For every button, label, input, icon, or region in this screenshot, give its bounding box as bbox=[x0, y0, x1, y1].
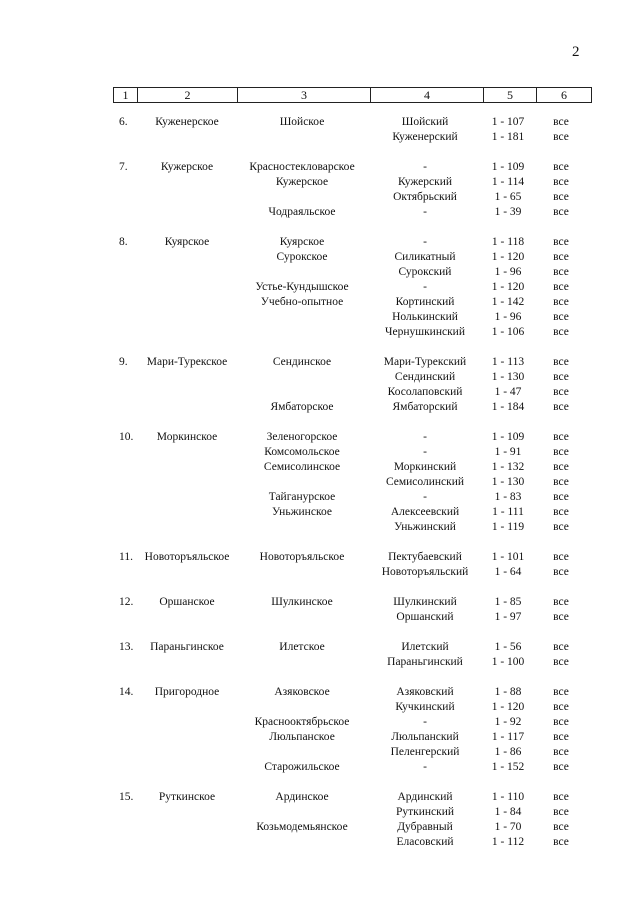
row-group bbox=[0, 685, 640, 775]
house-range: 1 - 120 bbox=[491, 251, 525, 263]
category-value: все bbox=[553, 446, 569, 458]
section-name: - bbox=[423, 206, 427, 218]
house-range: 1 - 117 bbox=[491, 731, 525, 743]
column-header: 2 bbox=[138, 88, 238, 103]
row-group bbox=[0, 430, 640, 535]
row-number: 7. bbox=[119, 161, 128, 173]
category-value: все bbox=[553, 131, 569, 143]
table-row bbox=[0, 310, 640, 325]
house-range: 1 - 39 bbox=[494, 206, 522, 218]
house-range: 1 - 96 bbox=[494, 311, 522, 323]
row-group bbox=[0, 595, 640, 625]
house-range: 1 - 142 bbox=[491, 296, 525, 308]
settlement-name: Краснооктябрьское bbox=[254, 716, 350, 728]
category-value: все bbox=[553, 821, 569, 833]
house-range: 1 - 107 bbox=[491, 116, 525, 128]
district-name: Моркинское bbox=[156, 431, 218, 443]
house-range: 1 - 111 bbox=[492, 506, 524, 518]
house-range: 1 - 97 bbox=[494, 611, 522, 623]
category-value: все bbox=[553, 401, 569, 413]
table-row bbox=[0, 640, 640, 655]
house-range: 1 - 130 bbox=[491, 476, 525, 488]
section-name: Новоторъяльский bbox=[381, 566, 469, 578]
house-range: 1 - 114 bbox=[491, 176, 525, 188]
table-row bbox=[0, 490, 640, 505]
house-range: 1 - 119 bbox=[491, 521, 525, 533]
table-row bbox=[0, 355, 640, 370]
category-value: все bbox=[553, 431, 569, 443]
section-name: Ямбаторский bbox=[392, 401, 458, 413]
section-name: Параньгинский bbox=[387, 656, 463, 668]
district-name: Оршанское bbox=[159, 596, 215, 608]
section-name: Уньжинский bbox=[394, 521, 456, 533]
section-name: Алексеевский bbox=[390, 506, 460, 518]
table-row bbox=[0, 565, 640, 580]
column-header-table bbox=[113, 87, 592, 103]
table-row bbox=[0, 730, 640, 745]
house-range: 1 - 91 bbox=[494, 446, 522, 458]
district-name: Параньгинское bbox=[150, 641, 224, 653]
category-value: все bbox=[553, 281, 569, 293]
table-row bbox=[0, 820, 640, 835]
category-value: все bbox=[553, 521, 569, 533]
settlement-name: Шойское bbox=[279, 116, 325, 128]
section-name: Нолькинский bbox=[392, 311, 458, 323]
section-name: Моркинский bbox=[393, 461, 457, 473]
category-value: все bbox=[553, 476, 569, 488]
category-value: все bbox=[553, 356, 569, 368]
column-header: 1 bbox=[114, 88, 138, 103]
row-group bbox=[0, 355, 640, 415]
table-row bbox=[0, 385, 640, 400]
section-name: Пектубаевский bbox=[388, 551, 462, 563]
table-row bbox=[0, 595, 640, 610]
column-header: 4 bbox=[371, 88, 484, 103]
table-row bbox=[0, 805, 640, 820]
section-name: Сурокский bbox=[398, 266, 452, 278]
category-value: все bbox=[553, 206, 569, 218]
category-value: все bbox=[553, 641, 569, 653]
section-name: Октябрьский bbox=[393, 191, 457, 203]
house-range: 1 - 56 bbox=[494, 641, 522, 653]
settlement-name: Устье-Кундышское bbox=[255, 281, 349, 293]
category-value: все bbox=[553, 806, 569, 818]
category-value: все bbox=[553, 656, 569, 668]
table-row bbox=[0, 835, 640, 850]
section-name: - bbox=[423, 431, 427, 443]
settlement-name: Сендинское bbox=[272, 356, 332, 368]
section-name: Еласовский bbox=[396, 836, 454, 848]
section-name: - bbox=[423, 491, 427, 503]
district-name: Новоторъяльское bbox=[144, 551, 230, 563]
category-value: все bbox=[553, 236, 569, 248]
category-value: все bbox=[553, 596, 569, 608]
category-value: все bbox=[553, 611, 569, 623]
section-name: - bbox=[423, 761, 427, 773]
category-value: все bbox=[553, 296, 569, 308]
category-value: все bbox=[553, 716, 569, 728]
category-value: все bbox=[553, 836, 569, 848]
table-row bbox=[0, 520, 640, 535]
table-row bbox=[0, 280, 640, 295]
settlement-name: Учебно-опытное bbox=[260, 296, 344, 308]
house-range: 1 - 110 bbox=[491, 791, 525, 803]
section-name: Ардинский bbox=[397, 791, 453, 803]
category-value: все bbox=[553, 161, 569, 173]
table-row bbox=[0, 505, 640, 520]
row-group bbox=[0, 160, 640, 220]
section-name: Косолаповский bbox=[387, 386, 463, 398]
house-range: 1 - 113 bbox=[491, 356, 525, 368]
house-range: 1 - 152 bbox=[491, 761, 525, 773]
settlement-name: Куярское bbox=[279, 236, 325, 248]
category-value: все bbox=[553, 386, 569, 398]
house-range: 1 - 85 bbox=[494, 596, 522, 608]
settlement-name: Ардинское bbox=[275, 791, 329, 803]
section-name: Азяковский bbox=[396, 686, 454, 698]
section-name: Руткинский bbox=[395, 806, 455, 818]
settlement-name: Красностекловарское bbox=[249, 161, 355, 173]
row-group bbox=[0, 235, 640, 340]
row-group bbox=[0, 640, 640, 670]
house-range: 1 - 184 bbox=[491, 401, 525, 413]
house-range: 1 - 181 bbox=[491, 131, 525, 143]
row-number: 11. bbox=[119, 551, 133, 563]
category-value: все bbox=[553, 191, 569, 203]
settlement-name: Илетское bbox=[279, 641, 325, 653]
settlement-name: Шулкинское bbox=[271, 596, 333, 608]
row-number: 10. bbox=[119, 431, 134, 443]
column-header: 5 bbox=[484, 88, 537, 103]
table-row bbox=[0, 115, 640, 130]
category-value: все bbox=[553, 731, 569, 743]
section-name: - bbox=[423, 281, 427, 293]
table-row bbox=[0, 475, 640, 490]
row-group bbox=[0, 115, 640, 145]
district-name: Куярское bbox=[164, 236, 210, 248]
section-name: Люльпанский bbox=[391, 731, 459, 743]
table-row bbox=[0, 745, 640, 760]
section-name: Шойский bbox=[401, 116, 449, 128]
category-value: все bbox=[553, 686, 569, 698]
house-range: 1 - 86 bbox=[494, 746, 522, 758]
table-row bbox=[0, 445, 640, 460]
settlement-name: Тайганурское bbox=[268, 491, 336, 503]
column-header: 6 bbox=[537, 88, 592, 103]
category-value: все bbox=[553, 266, 569, 278]
section-name: Пеленгерский bbox=[390, 746, 460, 758]
house-range: 1 - 112 bbox=[491, 836, 525, 848]
house-range: 1 - 65 bbox=[494, 191, 522, 203]
house-range: 1 - 120 bbox=[491, 701, 525, 713]
category-value: все bbox=[553, 176, 569, 188]
settlement-name: Ямбаторское bbox=[270, 401, 334, 413]
section-name: - bbox=[423, 716, 427, 728]
section-name: Силикатный bbox=[394, 251, 456, 263]
section-name: Дубравный bbox=[397, 821, 453, 833]
section-name: Шулкинский bbox=[393, 596, 457, 608]
district-name: Руткинское bbox=[158, 791, 216, 803]
section-name: Илетский bbox=[401, 641, 449, 653]
category-value: все bbox=[553, 551, 569, 563]
settlement-name: Кужерское bbox=[275, 176, 329, 188]
settlement-name: Сурокское bbox=[276, 251, 328, 263]
table-row bbox=[0, 325, 640, 340]
section-name: Мари-Турекский bbox=[383, 356, 467, 368]
table-row bbox=[0, 685, 640, 700]
section-name: Кужерский bbox=[397, 176, 453, 188]
table-row bbox=[0, 250, 640, 265]
district-name: Мари-Турекское bbox=[146, 356, 228, 368]
category-value: все bbox=[553, 251, 569, 263]
house-range: 1 - 100 bbox=[491, 656, 525, 668]
table-row bbox=[0, 790, 640, 805]
house-range: 1 - 109 bbox=[491, 431, 525, 443]
category-value: все bbox=[553, 761, 569, 773]
section-name: Чернушкинский bbox=[385, 326, 465, 338]
settlement-name: Семисолинское bbox=[263, 461, 341, 473]
table-row bbox=[0, 160, 640, 175]
house-range: 1 - 109 bbox=[491, 161, 525, 173]
settlement-name: Зеленогорское bbox=[266, 431, 338, 443]
house-range: 1 - 96 bbox=[494, 266, 522, 278]
settlement-name: Новоторъяльское bbox=[259, 551, 345, 563]
table-row bbox=[0, 400, 640, 415]
table-body bbox=[0, 115, 640, 865]
house-range: 1 - 118 bbox=[491, 236, 525, 248]
table-row bbox=[0, 655, 640, 670]
table-row bbox=[0, 295, 640, 310]
section-name: - bbox=[423, 161, 427, 173]
section-name: Куженерский bbox=[392, 131, 458, 143]
page-number: 2 bbox=[572, 44, 580, 60]
category-value: все bbox=[553, 491, 569, 503]
category-value: все bbox=[553, 326, 569, 338]
house-range: 1 - 88 bbox=[494, 686, 522, 698]
house-range: 1 - 101 bbox=[491, 551, 525, 563]
row-number: 8. bbox=[119, 236, 128, 248]
column-header-row bbox=[114, 88, 592, 103]
row-group bbox=[0, 550, 640, 580]
settlement-name: Люльпанское bbox=[269, 731, 335, 743]
category-value: все bbox=[553, 746, 569, 758]
category-value: все bbox=[553, 506, 569, 518]
row-number: 15. bbox=[119, 791, 134, 803]
table-row bbox=[0, 205, 640, 220]
house-range: 1 - 130 bbox=[491, 371, 525, 383]
table-row bbox=[0, 175, 640, 190]
house-range: 1 - 120 bbox=[491, 281, 525, 293]
category-value: все bbox=[553, 461, 569, 473]
row-number: 12. bbox=[119, 596, 134, 608]
settlement-name: Чодраяльское bbox=[268, 206, 336, 218]
row-group bbox=[0, 790, 640, 850]
table-row bbox=[0, 265, 640, 280]
section-name: - bbox=[423, 236, 427, 248]
house-range: 1 - 64 bbox=[494, 566, 522, 578]
district-name: Куженерское bbox=[155, 116, 219, 128]
section-name: Сендинский bbox=[394, 371, 456, 383]
house-range: 1 - 83 bbox=[494, 491, 522, 503]
table-row bbox=[0, 130, 640, 145]
table-row bbox=[0, 190, 640, 205]
category-value: все bbox=[553, 701, 569, 713]
section-name: Кучкинский bbox=[395, 701, 455, 713]
category-value: все bbox=[553, 311, 569, 323]
section-name: Кортинский bbox=[395, 296, 455, 308]
settlement-name: Комсомольское bbox=[264, 446, 340, 458]
table-row bbox=[0, 760, 640, 775]
section-name: Оршанский bbox=[396, 611, 454, 623]
table-row bbox=[0, 610, 640, 625]
category-value: все bbox=[553, 566, 569, 578]
settlement-name: Азяковское bbox=[274, 686, 330, 698]
row-number: 6. bbox=[119, 116, 128, 128]
house-range: 1 - 47 bbox=[494, 386, 522, 398]
house-range: 1 - 84 bbox=[494, 806, 522, 818]
settlement-name: Козьмодемьянское bbox=[256, 821, 348, 833]
column-header: 3 bbox=[238, 88, 371, 103]
table-row bbox=[0, 235, 640, 250]
row-number: 14. bbox=[119, 686, 134, 698]
table-row bbox=[0, 715, 640, 730]
row-number: 13. bbox=[119, 641, 134, 653]
section-name: Семисолинский bbox=[385, 476, 465, 488]
table-row bbox=[0, 430, 640, 445]
table-row bbox=[0, 550, 640, 565]
house-range: 1 - 106 bbox=[491, 326, 525, 338]
house-range: 1 - 132 bbox=[491, 461, 525, 473]
house-range: 1 - 70 bbox=[494, 821, 522, 833]
district-name: Кужерское bbox=[160, 161, 214, 173]
table-row bbox=[0, 700, 640, 715]
category-value: все bbox=[553, 116, 569, 128]
settlement-name: Уньжинское bbox=[272, 506, 332, 518]
district-name: Пригородное bbox=[154, 686, 220, 698]
table-row bbox=[0, 370, 640, 385]
row-number: 9. bbox=[119, 356, 128, 368]
section-name: - bbox=[423, 446, 427, 458]
house-range: 1 - 92 bbox=[494, 716, 522, 728]
category-value: все bbox=[553, 371, 569, 383]
category-value: все bbox=[553, 791, 569, 803]
table-row bbox=[0, 460, 640, 475]
settlement-name: Старожильское bbox=[264, 761, 340, 773]
